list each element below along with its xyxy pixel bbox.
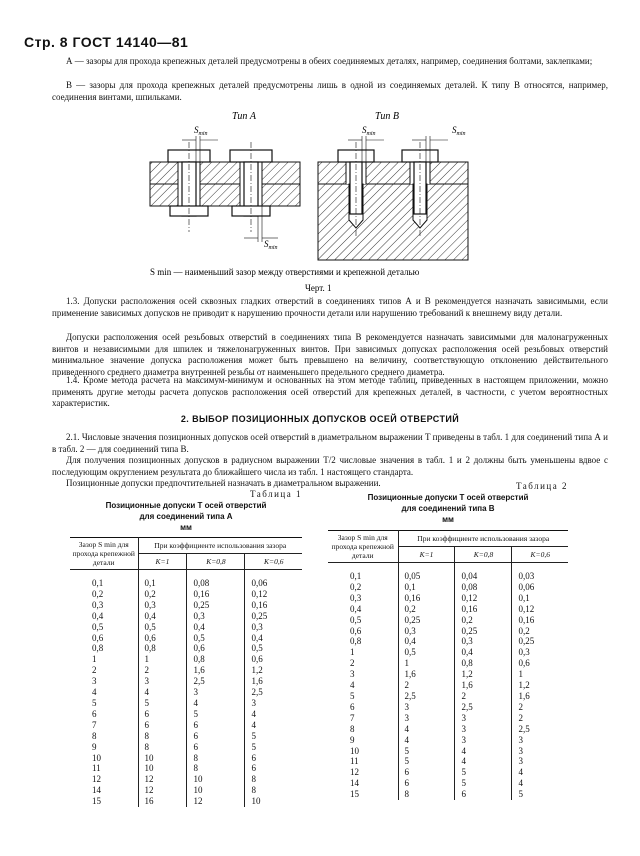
table2-cell: 14 [328,778,398,789]
table2-cell: 4 [512,767,568,778]
table2-cell: 2,5 [512,724,568,735]
table1-row [70,687,302,698]
figure-drawing [0,102,640,298]
section-2-title: 2. ВЫБОР ПОЗИЦИОННЫХ ДОПУСКОВ ОСЕЙ ОТВЕРСТИЙ [180,414,460,424]
table1-cell: 0,4 [70,611,138,622]
table2-row [328,636,568,647]
table2-cell: 12 [328,767,398,778]
table2-row [328,746,568,757]
table1-cell: 10 [187,785,245,796]
table1-cell: 6 [245,763,302,774]
para-2-1b: Для получения позиционных допусков в радиусном выражении T/2 числовые значения в табл. 1 и 2 должны быть уменьшены вдвое с последующим округлением результата до ближайшего числа из табл. 1 настоящего стандарта. [52,455,608,477]
table1-cell: 0,25 [187,600,245,611]
table2-unit: мм [442,515,454,524]
para-2-1c: Позиционные допуски предпочтительней назначать в диаметральном выражении. [66,478,381,488]
table1-cell: 0,6 [138,633,187,644]
table1-cell: 4 [245,720,302,731]
table2-cell: 4 [512,778,568,789]
table2-col-k1: K=1 [398,547,455,563]
table2-row [328,563,568,582]
table1-cell: 1 [138,654,187,665]
table2-cell: 3 [512,735,568,746]
table1-cell: 12 [138,785,187,796]
table2-body [328,563,568,801]
table2-cell: 15 [328,789,398,800]
table1-cell: 0,06 [245,570,302,589]
smin-label-a-top: $S_{min}$ [194,125,208,137]
table1-cell: 1 [70,654,138,665]
table1-row [70,600,302,611]
table1-cell: 15 [70,796,138,807]
para-type-b: В — зазоры для прохода крепежных деталей предусмотрены лишь в одной из соединяемых деталей. К типу В относятся, например, соединения винтами, шпильками. [52,80,608,102]
table2-cell: 6 [398,778,455,789]
table1-row [70,654,302,665]
table2-row [328,582,568,593]
table2-row [328,691,568,702]
table1-cell: 4 [187,698,245,709]
table2-cell: 0,12 [512,604,568,615]
table1-cell: 2 [138,665,187,676]
table1-cell: 4 [138,687,187,698]
table1-row [70,796,302,807]
para-type-a: А — зазоры для прохода крепежных деталей предусмотрены в обеих соединяемых деталях, например, соединения болтами, заклепками; [66,56,593,66]
table2-col-group: При коэффициенте использования зазора [398,531,568,547]
table1-cell: 4 [245,709,302,720]
table2-cell: 8 [398,789,455,800]
table1-row [70,676,302,687]
table1-cell: 0,5 [138,622,187,633]
table2-cell: 0,3 [328,593,398,604]
table2-cell: 5 [398,756,455,767]
table1-cell: 1,2 [245,665,302,676]
table2-number: Таблица 2 [516,481,568,491]
table2-cell: 3 [328,669,398,680]
table2-row [328,680,568,691]
table1-cell: 5 [187,709,245,720]
figure-caption: Черт. 1 [305,283,332,293]
table2-cell: 0,3 [398,626,455,637]
table2-cell: 0,8 [328,636,398,647]
table1-cell: 6 [245,753,302,764]
table2-cell: 0,03 [512,563,568,582]
table1-cell: 0,25 [245,611,302,622]
table1-cell: 0,5 [245,643,302,654]
table2-row [328,724,568,735]
table1-row [70,698,302,709]
table1-cell: 0,08 [187,570,245,589]
table1-cell: 0,16 [187,589,245,600]
table1-cell: 0,2 [138,589,187,600]
table1-cell: 12 [70,774,138,785]
table1-cell: 3 [187,687,245,698]
table2-row [328,669,568,680]
table1-row [70,731,302,742]
table1-cell: 8 [138,742,187,753]
table1-cell: 0,5 [70,622,138,633]
table2-cell: 4 [328,680,398,691]
table1-cell: 0,1 [70,570,138,589]
table1-cell: 5 [70,698,138,709]
table1-cell: 16 [138,796,187,807]
table1-cell: 0,8 [187,654,245,665]
table1-cell: 3 [70,676,138,687]
table1-cell: 8 [245,774,302,785]
para-1-4: 1.4. Кроме метода расчета на максимум-минимум и основанных на этом методе таблиц, приведенных в настоящем приложении, можно применять другие методы расчета допусков расположения осей отверстий для крепежных деталей, в частности, с учетом вероятностных характеристик. [52,375,608,409]
table2-cell: 0,3 [455,636,512,647]
table1-cell: 4 [70,687,138,698]
table2-cell: 0,2 [512,626,568,637]
table1-cell: 8 [187,753,245,764]
table1-cell: 0,4 [187,622,245,633]
table2 [328,530,568,800]
table1-row [70,643,302,654]
table1-col-gap: Зазор S min для прохода крепежной детали [70,538,138,570]
table1-row [70,622,302,633]
table2-cell: 0,25 [512,636,568,647]
table2-cell: 3 [512,756,568,767]
table2-cell: 0,2 [328,582,398,593]
table1-cell: 8 [245,785,302,796]
table2-cell: 0,05 [398,563,455,582]
table2-row [328,593,568,604]
table1-cell: 0,5 [187,633,245,644]
table1-row [70,774,302,785]
table2-cell: 5 [398,746,455,757]
table1-cell: 0,6 [187,643,245,654]
table2-cell: 0,16 [398,593,455,604]
table2-cell: 0,08 [455,582,512,593]
table2-cell: 0,06 [512,582,568,593]
table1-cell: 0,3 [245,622,302,633]
table1-cell: 3 [245,698,302,709]
table1-cell: 0,3 [187,611,245,622]
table2-row [328,615,568,626]
table1-row [70,742,302,753]
table2-cell: 8 [328,724,398,735]
table1-cell: 8 [138,731,187,742]
table1-cell: 7 [70,720,138,731]
table2-col-k08: K=0,8 [455,547,512,563]
table2-cell: 0,5 [398,647,455,658]
table2-cell: 6 [328,702,398,713]
table2-cell: 0,4 [398,636,455,647]
table1-cell: 0,4 [245,633,302,644]
table2-cell: 1,2 [512,680,568,691]
table1-cell: 0,1 [138,570,187,589]
label-type-a: Тип А [232,111,256,122]
table1-cell: 1,6 [245,676,302,687]
table2-col-gap: Зазор S min для прохода крепежной детали [328,531,398,563]
table2-cell: 10 [328,746,398,757]
table1-cell: 14 [70,785,138,796]
table2-cell: 4 [398,724,455,735]
table2-cell: 1,2 [455,669,512,680]
table2-cell: 5 [328,691,398,702]
table2-cell: 0,25 [398,615,455,626]
table2-cell: 2 [512,713,568,724]
table1-col-k1: K=1 [138,554,187,570]
table1-cell: 0,12 [245,589,302,600]
table1-row [70,763,302,774]
table2-row [328,604,568,615]
table2-cell: 0,1 [328,563,398,582]
table2-cell: 3 [455,713,512,724]
type-b-drawing [318,125,468,260]
table2-cell: 2 [398,680,455,691]
table2-row [328,756,568,767]
table1-cell: 10 [138,753,187,764]
table1-cell: 9 [70,742,138,753]
table2-cell: 3 [398,702,455,713]
table1-cell: 8 [70,731,138,742]
table1-caption [70,488,302,533]
table2-cell: 0,04 [455,563,512,582]
table1-cell: 6 [187,731,245,742]
table2-cell: 3 [455,735,512,746]
table2-cell: 0,25 [455,626,512,637]
table2-row [328,658,568,669]
table2-cell: 2 [512,702,568,713]
table1 [70,537,302,807]
table2-cell: 1,6 [398,669,455,680]
table1-cell: 0,2 [70,589,138,600]
table2-cell: 0,2 [455,615,512,626]
smin-label-b-right: $S_{min}$ [452,125,466,137]
table1-cell: 10 [187,774,245,785]
table2-cell: 0,5 [328,615,398,626]
table2-cell: 0,4 [455,647,512,658]
table1-col-group: При коэффициенте использования зазора [138,538,302,554]
table2-cell: 1 [512,669,568,680]
table2-cell: 6 [455,789,512,800]
table1-unit: мм [180,523,192,532]
table1-cell: 8 [187,763,245,774]
table2-cell: 11 [328,756,398,767]
table1-cell: 0,6 [245,654,302,665]
table2-caption [328,480,568,525]
table2-cell: 0,1 [398,582,455,593]
table2-cell: 9 [328,735,398,746]
table2-row [328,626,568,637]
table1-row [70,720,302,731]
table2-cell: 0,2 [398,604,455,615]
table1-cell: 2,5 [187,676,245,687]
table2-cell: 0,6 [328,626,398,637]
label-type-b: Тип В [375,111,399,122]
table1-cell: 12 [138,774,187,785]
table1-cell: 0,8 [138,643,187,654]
table2-cell: 2,5 [398,691,455,702]
table1-col-k06: K=0,6 [245,554,302,570]
table1-title-1: Позиционные допуски T осей отверстий [105,501,267,510]
table2-title-1: Позиционные допуски T осей отверстий [367,493,529,502]
table2-cell: 0,16 [455,604,512,615]
table2-cell: 4 [455,756,512,767]
table1-cell: 0,3 [70,600,138,611]
table1-title-2: для соединений типа А [139,512,233,521]
table1-cell: 0,8 [70,643,138,654]
table1-cell: 5 [138,698,187,709]
table2-row [328,647,568,658]
page-header: Стр. 8 ГОСТ 14140—81 [24,34,189,50]
table1-row [70,709,302,720]
table1-cell: 0,16 [245,600,302,611]
table1-cell: 10 [245,796,302,807]
table2-cell: 0,12 [455,593,512,604]
table1-cell: 6 [187,742,245,753]
table1-cell: 10 [138,763,187,774]
para-1-3b: Допуски расположения осей резьбовых отверстий в соединениях типа В рекомендуется назначать зависимыми для малонагруженных винтов и независимыми для шпилек и тяжелонагруженных винтов. При зависимых допусках расположения осей резьбовых отверстий минимальное значение допуска расположения может быть превышено на величину, соответствующую отклонению действительного приведенного среднего диаметра внутренней резьбы от наименьшего предельного среднего диаметра. [52,332,608,377]
table1-cell: 6 [70,709,138,720]
table2-cell: 1 [328,647,398,658]
table1-cell: 6 [187,720,245,731]
table2-cell: 1,6 [455,680,512,691]
table1-cell: 6 [138,720,187,731]
table2-cell: 0,4 [328,604,398,615]
figure-legend: S min — наименьший зазор между отверстиями и крепежной деталью [150,267,420,277]
table2-row [328,789,568,800]
para-1-3: 1.3. Допуски расположения осей сквозных гладких отверстий в соединениях типов А и В рекомендуется назначать зависимыми, если применение зависимых допусков не приводит к нарушению прочности детали или нарушению требований к внешнему виду детали. [52,296,608,318]
table2-cell: 6 [398,767,455,778]
table2-cell: 0,16 [512,615,568,626]
table2-cell: 1,6 [512,691,568,702]
table1-cell: 11 [70,763,138,774]
table2-row [328,735,568,746]
table2-cell: 1 [398,658,455,669]
table1-cell: 3 [138,676,187,687]
smin-label-b-left: $S_{min}$ [362,125,376,137]
table1-cell: 0,3 [138,600,187,611]
table1-cell: 2 [70,665,138,676]
table1-cell: 10 [70,753,138,764]
table2-cell: 3 [455,724,512,735]
table2-cell: 0,3 [512,647,568,658]
table1-row [70,589,302,600]
table2-cell: 5 [455,778,512,789]
table1-cell: 0,4 [138,611,187,622]
table1-cell: 5 [245,731,302,742]
table2-title-2: для соединений типа В [401,504,495,513]
table2-cell: 7 [328,713,398,724]
table2-cell: 4 [455,746,512,757]
table1-cell: 1,6 [187,665,245,676]
table1-number: Таблица 1 [250,489,302,499]
table1-row [70,633,302,644]
table2-cell: 2 [455,691,512,702]
table2-cell: 2,5 [455,702,512,713]
table1-row [70,570,302,589]
table2-cell: 2 [328,658,398,669]
table1-cell: 12 [187,796,245,807]
table2-cell: 5 [512,789,568,800]
table1-cell: 0,6 [70,633,138,644]
table1-col-k08: K=0,8 [187,554,245,570]
table2-cell: 0,6 [512,658,568,669]
table1-row [70,611,302,622]
table2-cell: 4 [398,735,455,746]
smin-label-a-bottom: $S_{min}$ [264,239,278,251]
table1-row [70,753,302,764]
table1-body [70,570,302,808]
table2-row [328,713,568,724]
para-2-1: 2.1. Числовые значения позиционных допусков осей отверстий в диаметральном выражении T приведены в табл. 1 для соединений типа А и в табл. 2 — для соединений типа В. [52,432,608,454]
table2-cell: 5 [455,767,512,778]
table1-cell: 2,5 [245,687,302,698]
table2-cell: 0,1 [512,593,568,604]
table2-row [328,702,568,713]
table2-cell: 3 [512,746,568,757]
type-a-drawing [150,125,300,251]
table1-cell: 5 [245,742,302,753]
table2-cell: 0,8 [455,658,512,669]
table2-row [328,767,568,778]
table2-row [328,778,568,789]
table1-row [70,665,302,676]
table1-cell: 6 [138,709,187,720]
table2-col-k06: K=0,6 [512,547,568,563]
table1-row [70,785,302,796]
table2-cell: 3 [398,713,455,724]
